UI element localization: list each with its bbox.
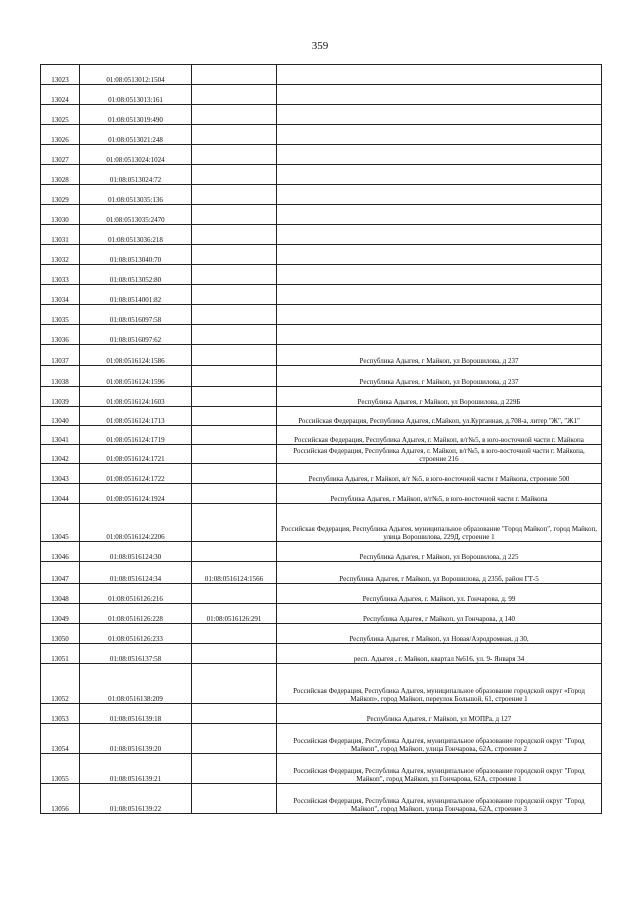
row-number: 13031 (41, 225, 80, 245)
row-number: 13045 (41, 504, 80, 542)
table-row (41, 704, 602, 724)
table-row (41, 387, 602, 407)
address: Республика Адыгея, г Майкоп, ул Ворошилова, д 229Б (277, 387, 602, 407)
table-row (41, 407, 602, 426)
cadastral-number: 01:08:0516124:1713 (80, 407, 192, 426)
table-row (41, 664, 602, 704)
row-number: 13039 (41, 387, 80, 407)
row-number: 13054 (41, 724, 80, 754)
row-number: 13055 (41, 754, 80, 784)
row-number: 13035 (41, 305, 80, 325)
table-row (41, 784, 602, 814)
related-cadastral-number (192, 305, 277, 325)
address (277, 65, 602, 85)
related-cadastral-number (192, 484, 277, 504)
row-number: 13051 (41, 644, 80, 664)
related-cadastral-number: 01:08:0516124:1566 (192, 562, 277, 584)
address: Республика Адыгея, г Майкоп, ул Ворошилова, д 235б, район ГТ-5 (277, 562, 602, 584)
related-cadastral-number (192, 165, 277, 185)
table-row (41, 426, 602, 445)
table-row (41, 724, 602, 754)
related-cadastral-number (192, 624, 277, 644)
address (277, 185, 602, 205)
related-cadastral-number (192, 664, 277, 704)
address (277, 225, 602, 245)
cadastral-number: 01:08:0516124:1586 (80, 345, 192, 366)
cadastral-number: 01:08:0513021:248 (80, 125, 192, 145)
row-number: 13036 (41, 325, 80, 345)
address: Республика Адыгея, г Майкоп, ул Новая/Аэродромная, д 30, (277, 624, 602, 644)
table-row (41, 624, 602, 644)
cadastral-number: 01:08:0516124:1721 (80, 445, 192, 464)
registry-body (41, 65, 602, 814)
related-cadastral-number (192, 407, 277, 426)
table-row (41, 305, 602, 325)
cadastral-number: 01:08:0513024:1024 (80, 145, 192, 165)
related-cadastral-number (192, 65, 277, 85)
cadastral-number: 01:08:0513035:2470 (80, 205, 192, 225)
row-number: 13038 (41, 366, 80, 387)
cadastral-number: 01:08:0516124:1924 (80, 484, 192, 504)
related-cadastral-number (192, 426, 277, 445)
cadastral-number: 01:08:0516126:233 (80, 624, 192, 644)
related-cadastral-number (192, 784, 277, 814)
related-cadastral-number (192, 366, 277, 387)
table-row (41, 265, 602, 285)
address (277, 125, 602, 145)
address: Республика Адыгея, г Майкоп, ул Ворошилова, д 225 (277, 542, 602, 562)
table-row (41, 345, 602, 366)
table-row (41, 484, 602, 504)
related-cadastral-number (192, 504, 277, 542)
related-cadastral-number (192, 464, 277, 484)
table-row (41, 225, 602, 245)
table-row (41, 464, 602, 484)
cadastral-number: 01:08:0516139:22 (80, 784, 192, 814)
table-row (41, 245, 602, 265)
cadastral-number: 01:08:0516139:18 (80, 704, 192, 724)
cadastral-number: 01:08:0516124:1603 (80, 387, 192, 407)
address: Российская Федерация, Республика Адыгея, г.Майкоп, ул.Курганная, д.708-а, литер "Ж", "Ж1" (277, 407, 602, 426)
cadastral-number: 01:08:0516138:209 (80, 664, 192, 704)
row-number: 13029 (41, 185, 80, 205)
cadastral-number: 01:08:0514001:82 (80, 285, 192, 305)
address (277, 85, 602, 105)
cadastral-number: 01:08:0516124:1722 (80, 464, 192, 484)
row-number: 13026 (41, 125, 80, 145)
address: Республика Адыгея, г Майкоп, ул Ворошилова, д 237 (277, 345, 602, 366)
registry-table (40, 64, 602, 814)
cadastral-number: 01:08:0516097:58 (80, 305, 192, 325)
related-cadastral-number (192, 542, 277, 562)
row-number: 13028 (41, 165, 80, 185)
address (277, 325, 602, 345)
cadastral-number: 01:08:0513040:70 (80, 245, 192, 265)
address: респ. Адыгея , г. Майкоп, квартал №616, ул. 9- Января 34 (277, 644, 602, 664)
address: Российская Федерация, Республика Адыгея, муниципальное образование городской округ "Город Майкоп", город Майкоп, улица Гончарова, 62А, строение 3 (277, 784, 602, 814)
related-cadastral-number (192, 225, 277, 245)
address: Республика Адыгея, г Майкоп, ул МОПРа, д 127 (277, 704, 602, 724)
address (277, 265, 602, 285)
address: Республика Адыгея, г Майкоп, в/г№5, в юго-восточной части г. Майкопа (277, 484, 602, 504)
cadastral-number: 01:08:0516126:216 (80, 584, 192, 604)
cadastral-number: 01:08:0513036:218 (80, 225, 192, 245)
related-cadastral-number: 01:08:0516126:291 (192, 604, 277, 624)
address: Российская Федерация, Республика Адыгея, муниципальное образование городской округ «Город Майкоп», город Майкоп, переулок Большой, 61, строение 1 (277, 664, 602, 704)
table-row (41, 584, 602, 604)
row-number: 13046 (41, 542, 80, 562)
table-row (41, 325, 602, 345)
table-row (41, 65, 602, 85)
cadastral-number: 01:08:0513052:80 (80, 265, 192, 285)
address: Республика Адыгея, г Майкоп, ул Ворошилова, д 237 (277, 366, 602, 387)
related-cadastral-number (192, 185, 277, 205)
related-cadastral-number (192, 245, 277, 265)
table-row (41, 504, 602, 542)
row-number: 13032 (41, 245, 80, 265)
address: Российская Федерация, Республика Адыгея, муниципальное образование "Город Майкоп", город Майкоп, улица Ворошилова, 229Д, строение 1 (277, 504, 602, 542)
address: Российская Федерация, Республика Адыгея, г. Майкоп, в/г№5, в юго-восточной части г. Майкопа, строение 216 (277, 445, 602, 464)
cadastral-number: 01:08:0513013:161 (80, 85, 192, 105)
address: Российская Федерация, Республика Адыгея, муниципальное образование городской округ "Город Майкоп", город Майкоп, улица Гончарова, 62А, строение 2 (277, 724, 602, 754)
table-row (41, 125, 602, 145)
related-cadastral-number (192, 584, 277, 604)
table-row (41, 285, 602, 305)
cadastral-number: 01:08:0516139:21 (80, 754, 192, 784)
row-number: 13024 (41, 85, 80, 105)
cadastral-number: 01:08:0516124:2206 (80, 504, 192, 542)
related-cadastral-number (192, 345, 277, 366)
row-number: 13023 (41, 65, 80, 85)
table-row (41, 644, 602, 664)
row-number: 13033 (41, 265, 80, 285)
table-row (41, 165, 602, 185)
table-row (41, 366, 602, 387)
row-number: 13047 (41, 562, 80, 584)
cadastral-number: 01:08:0513019:490 (80, 105, 192, 125)
address: Российская Федерация, Республика Адыгея, г. Майкоп, в/г№5, в юго-восточной части г. Майкопа (277, 426, 602, 445)
related-cadastral-number (192, 85, 277, 105)
cadastral-number: 01:08:0516126:228 (80, 604, 192, 624)
table-row (41, 604, 602, 624)
address: Республика Адыгея, г Майкоп, ул Гончарова, д 140 (277, 604, 602, 624)
related-cadastral-number (192, 754, 277, 784)
table-row (41, 105, 602, 125)
address (277, 145, 602, 165)
related-cadastral-number (192, 445, 277, 464)
row-number: 13048 (41, 584, 80, 604)
address (277, 285, 602, 305)
row-number: 13034 (41, 285, 80, 305)
row-number: 13056 (41, 784, 80, 814)
cadastral-number: 01:08:0516124:30 (80, 542, 192, 562)
related-cadastral-number (192, 145, 277, 165)
address (277, 165, 602, 185)
cadastral-number: 01:08:0516124:1596 (80, 366, 192, 387)
related-cadastral-number (192, 325, 277, 345)
related-cadastral-number (192, 644, 277, 664)
address (277, 205, 602, 225)
cadastral-number: 01:08:0513012:1504 (80, 65, 192, 85)
related-cadastral-number (192, 387, 277, 407)
table-row (41, 85, 602, 105)
cadastral-number: 01:08:0516124:34 (80, 562, 192, 584)
address (277, 305, 602, 325)
table-row (41, 542, 602, 562)
cadastral-number: 01:08:0516139:20 (80, 724, 192, 754)
row-number: 13043 (41, 464, 80, 484)
related-cadastral-number (192, 205, 277, 225)
row-number: 13052 (41, 664, 80, 704)
row-number: 13042 (41, 445, 80, 464)
table-row (41, 145, 602, 165)
related-cadastral-number (192, 724, 277, 754)
row-number: 13027 (41, 145, 80, 165)
address: Республика Адыгея, г Майкоп, в/г №5, в юго-восточной части г Майкопа, строение 500 (277, 464, 602, 484)
address (277, 105, 602, 125)
table-row (41, 562, 602, 584)
cadastral-number: 01:08:0513024:72 (80, 165, 192, 185)
row-number: 13025 (41, 105, 80, 125)
row-number: 13050 (41, 624, 80, 644)
table-row (41, 754, 602, 784)
row-number: 13037 (41, 345, 80, 366)
row-number: 13041 (41, 426, 80, 445)
cadastral-number: 01:08:0516097:62 (80, 325, 192, 345)
row-number: 13030 (41, 205, 80, 225)
cadastral-number: 01:08:0516137:58 (80, 644, 192, 664)
address (277, 245, 602, 265)
page-number: 359 (311, 40, 329, 52)
related-cadastral-number (192, 105, 277, 125)
related-cadastral-number (192, 125, 277, 145)
related-cadastral-number (192, 704, 277, 724)
row-number: 13044 (41, 484, 80, 504)
table-row (41, 445, 602, 464)
related-cadastral-number (192, 285, 277, 305)
address: Республика Адыгея, г. Майкоп, ул. Гончарова, д. 99 (277, 584, 602, 604)
row-number: 13053 (41, 704, 80, 724)
address: Российская Федерация, Республика Адыгея, муниципальное образование городской округ "Город Майкоп", город Майкоп, ул Гончарова, 62А, строение 1 (277, 754, 602, 784)
cadastral-number: 01:08:0513035:136 (80, 185, 192, 205)
row-number: 13040 (41, 407, 80, 426)
table-row (41, 205, 602, 225)
cadastral-number: 01:08:0516124:1719 (80, 426, 192, 445)
row-number: 13049 (41, 604, 80, 624)
related-cadastral-number (192, 265, 277, 285)
table-row (41, 185, 602, 205)
